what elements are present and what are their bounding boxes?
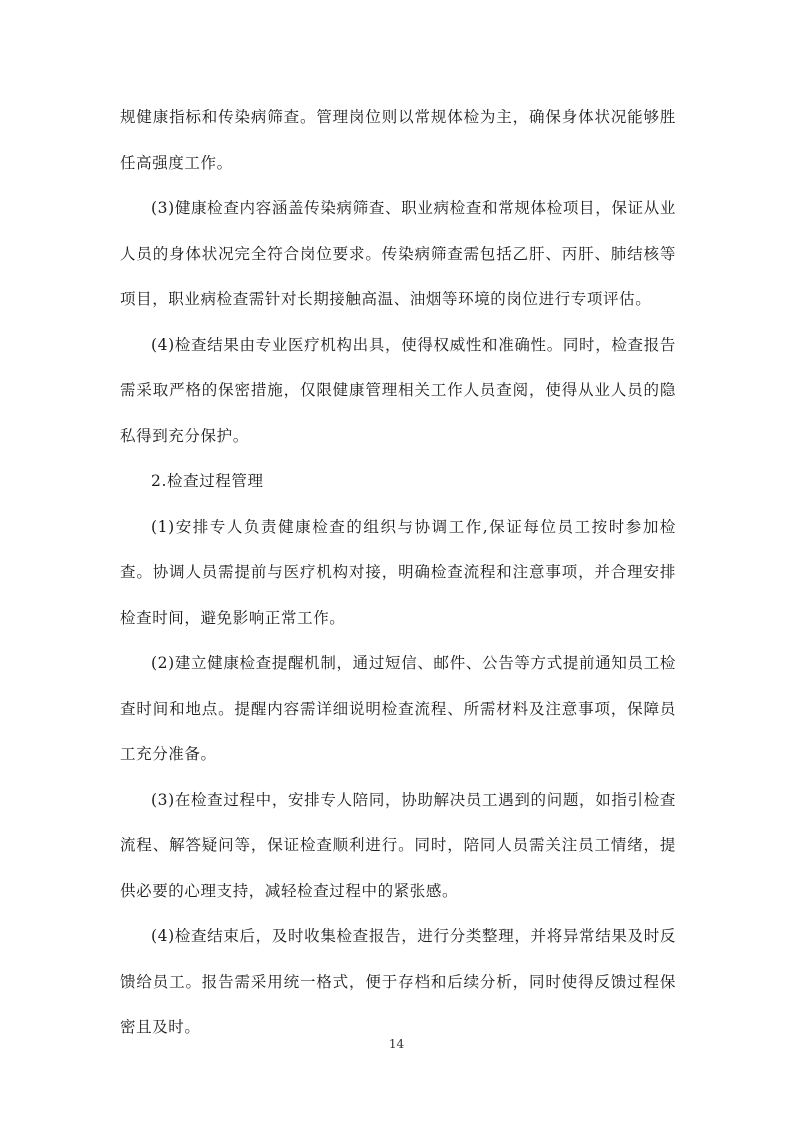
paragraph-item-4-feedback: (4)检查结束后，及时收集检查报告，进行分类整理，并将异常结果及时反馈给员工。报告需采用统一格式，便于存档和后续分析，同时使得反馈过程保密且及时。 — [120, 927, 676, 1036]
paragraph-item-2-reminder: (2)建立健康检查提醒机制，通过短信、邮件、公告等方式提前通知员工检查时间和地点。提醒内容需详细说明检查流程、所需材料及注意事项，保障员工充分准备。 — [120, 654, 676, 763]
paragraph-item-1-organize: (1)安排专人负责健康检查的组织与协调工作,保证每位员工按时参加检查。协调人员需提前与医疗机构对接，明确检查流程和注意事项，并合理安排检查时间，避免影响正常工作。 — [120, 517, 676, 627]
paragraph-item-4-results: (4)检查结果由专业医疗机构出具，使得权威性和准确性。同时，检查报告需采取严格的保密措施，仅限健康管理相关工作人员查阅，使得从业人员的隐私得到充分保护。 — [120, 335, 676, 445]
document-page — [120, 95, 676, 1051]
section-heading-process-management: 2.检查过程管理 — [151, 472, 264, 490]
paragraph-item-3-accompany: (3)在检查过程中，安排专人陪同，协助解决员工遇到的问题，如指引检查流程、解答疑问等，保证检查顺利进行。同时，陪同人员需关注员工情绪，提供必要的心理支持，减轻检查过程中的紧张感。 — [120, 790, 676, 900]
paragraph-item-3-content: (3)健康检查内容涵盖传染病筛查、职业病检查和常规体检项目，保证从业人员的身体状况完全符合岗位要求。传染病筛查需包括乙肝、丙肝、肺结核等项目，职业病检查需针对长期接触高温、油烟等环境的岗位进行专项评估。 — [120, 199, 676, 308]
paragraph-continuation: 规健康指标和传染病筛查。管理岗位则以常规体检为主，确保身体状况能够胜任高强度工作。 — [120, 108, 676, 172]
page-number: 14 — [388, 1037, 405, 1051]
